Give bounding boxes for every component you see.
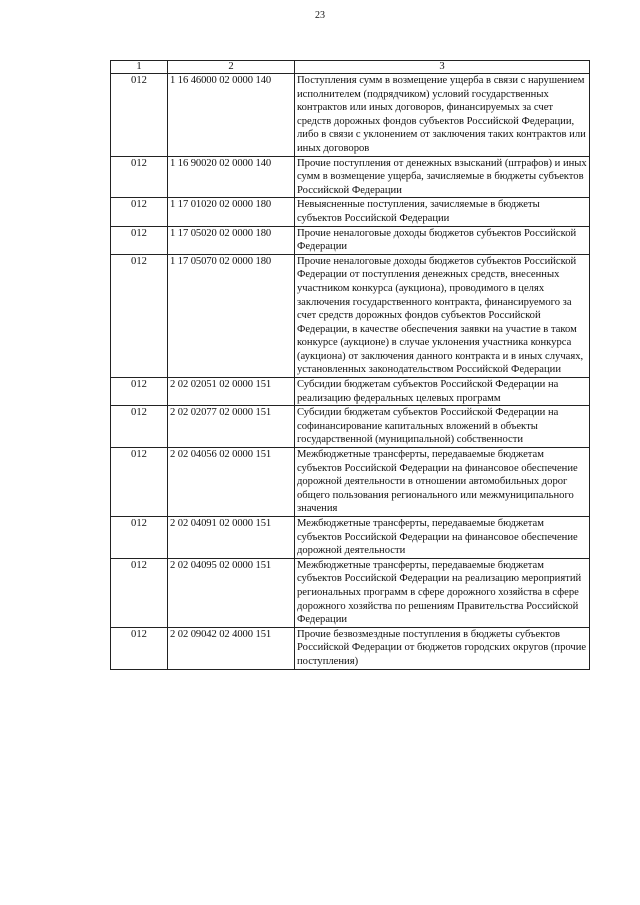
revenue-name-cell: Прочие безвозмездные поступления в бюджеты субъектов Российской Федерации от бюджетов городских округов (прочие поступления) (295, 627, 590, 669)
revenue-name-cell: Прочие неналоговые доходы бюджетов субъектов Российской Федерации (295, 226, 590, 254)
admin-code-cell: 012 (111, 517, 168, 559)
budget-code-cell: 2 02 02051 02 0000 151 (168, 378, 295, 406)
revenue-name-cell: Межбюджетные трансферты, передаваемые бюджетам субъектов Российской Федерации на реализацию мероприятий региональных программ в сфере дорожного хозяйства в сфере дорожного хозяйства по решениям Правительства Российской Федерации (295, 558, 590, 627)
revenue-name-cell: Субсидии бюджетам субъектов Российской Федерации на софинансирование капитальных вложений в объекты государственной (муниципальной) собственности (295, 406, 590, 448)
budget-revenue-table (110, 60, 590, 670)
admin-code-cell: 012 (111, 226, 168, 254)
table-row (111, 198, 590, 226)
revenue-name-cell: Прочие поступления от денежных взысканий (штрафов) и иных сумм в возмещение ущерба, зачисляемые в бюджеты субъектов Российской Федерации (295, 156, 590, 198)
revenue-name-cell: Межбюджетные трансферты, передаваемые бюджетам субъектов Российской Федерации на финансовое обеспечение дорожной деятельности (295, 517, 590, 559)
revenue-name-cell: Прочие неналоговые доходы бюджетов субъектов Российской Федерации от поступления денежных средств, внесенных участником конкурса (аукциона), проводимого в целях заключения государственного контракта, финансируемого за счет средств дорожных фондов субъектов Российской Федерации, в качестве обеспечения заявки на участие в таком конкурсе (аукционе) в случае уклонения участника конкурса (аукциона) от заключения данного контракта и в иных случаях, установленных законодательством Российской Федерации (295, 254, 590, 377)
budget-code-cell: 2 02 04091 02 0000 151 (168, 517, 295, 559)
table-row (111, 226, 590, 254)
column-header-code: 2 (168, 61, 295, 74)
table-row (111, 406, 590, 448)
table-row (111, 448, 590, 517)
revenue-name-cell: Поступления сумм в возмещение ущерба в связи с нарушением исполнителем (подрядчиком) условий государственных контрактов или иных договоров, финансируемых за счет средств дорожных фондов субъектов Российской Федерации, либо в связи с уклонением от заключения таких контрактов или иных договоров (295, 74, 590, 157)
column-header-admin: 1 (111, 61, 168, 74)
budget-code-cell: 2 02 02077 02 0000 151 (168, 406, 295, 448)
budget-code-cell: 1 16 46000 02 0000 140 (168, 74, 295, 157)
budget-code-cell: 1 17 05020 02 0000 180 (168, 226, 295, 254)
budget-code-cell: 2 02 09042 02 4000 151 (168, 627, 295, 669)
table-row (111, 558, 590, 627)
admin-code-cell: 012 (111, 378, 168, 406)
budget-code-cell: 1 16 90020 02 0000 140 (168, 156, 295, 198)
admin-code-cell: 012 (111, 254, 168, 377)
table-row (111, 156, 590, 198)
budget-code-cell: 2 02 04056 02 0000 151 (168, 448, 295, 517)
table-header-row (111, 61, 590, 74)
column-header-name: 3 (295, 61, 590, 74)
table-row (111, 254, 590, 377)
budget-code-cell: 1 17 05070 02 0000 180 (168, 254, 295, 377)
table-row (111, 627, 590, 669)
admin-code-cell: 012 (111, 558, 168, 627)
table-row (111, 378, 590, 406)
budget-code-cell: 1 17 01020 02 0000 180 (168, 198, 295, 226)
admin-code-cell: 012 (111, 156, 168, 198)
page-number: 23 (315, 10, 325, 21)
table-row (111, 517, 590, 559)
revenue-name-cell: Невыясненные поступления, зачисляемые в бюджеты субъектов Российской Федерации (295, 198, 590, 226)
admin-code-cell: 012 (111, 198, 168, 226)
table-row (111, 74, 590, 157)
admin-code-cell: 012 (111, 627, 168, 669)
budget-code-cell: 2 02 04095 02 0000 151 (168, 558, 295, 627)
admin-code-cell: 012 (111, 74, 168, 157)
revenue-name-cell: Межбюджетные трансферты, передаваемые бюджетам субъектов Российской Федерации на финансовое обеспечение дорожной деятельности в отношении автомобильных дорог общего пользования регионального или межмуниципального значения (295, 448, 590, 517)
admin-code-cell: 012 (111, 406, 168, 448)
revenue-name-cell: Субсидии бюджетам субъектов Российской Федерации на реализацию федеральных целевых программ (295, 378, 590, 406)
admin-code-cell: 012 (111, 448, 168, 517)
